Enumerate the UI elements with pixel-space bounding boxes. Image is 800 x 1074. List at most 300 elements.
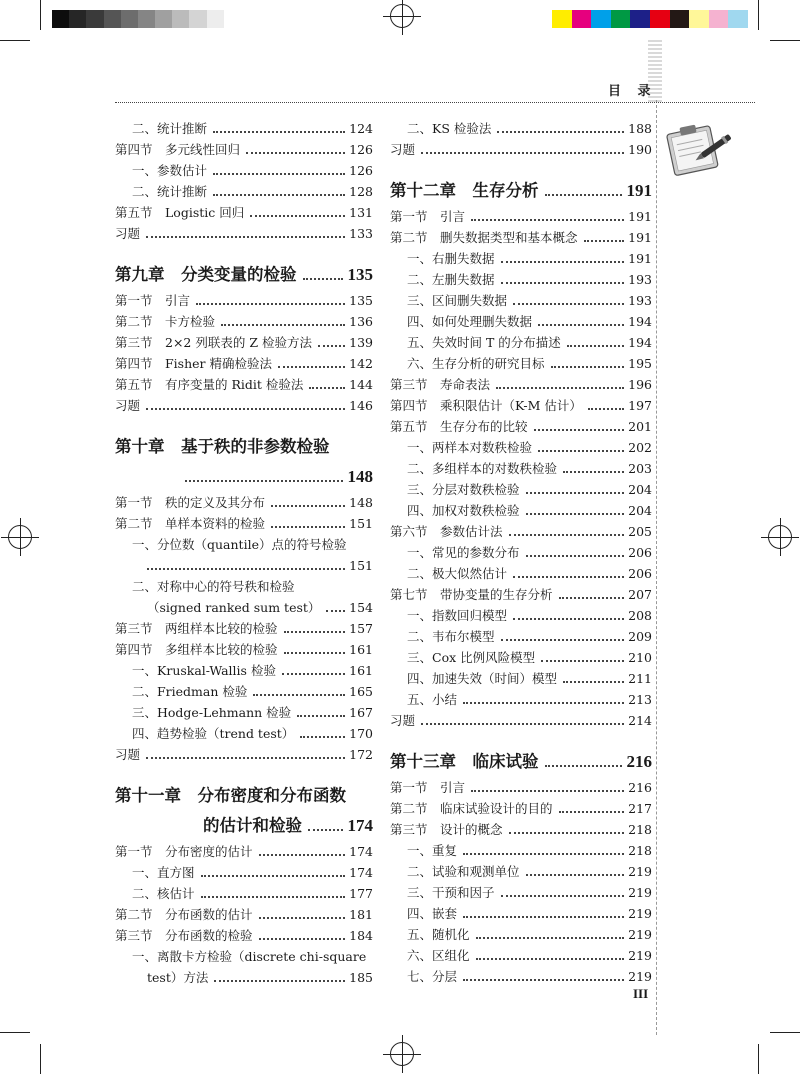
toc-entry-title: 习题 bbox=[115, 747, 141, 762]
toc-entry-page: 214 bbox=[628, 713, 652, 728]
toc-entry-title: 二、统计推断 bbox=[132, 184, 208, 199]
toc-entry-page: 135 bbox=[349, 293, 373, 308]
color-swatch bbox=[670, 10, 690, 28]
leader-dots bbox=[559, 811, 624, 813]
toc-entry-title: 一、参数估计 bbox=[132, 163, 208, 178]
clipboard-pen-icon bbox=[660, 118, 740, 178]
toc-entry-title: 二、核估计 bbox=[132, 886, 195, 901]
leader-dots bbox=[213, 173, 345, 175]
gray-swatch bbox=[121, 10, 138, 28]
leader-dots bbox=[541, 660, 624, 662]
toc-entry-title: 第二节 卡方检验 bbox=[115, 314, 216, 329]
toc-entry-page: 165 bbox=[349, 684, 373, 699]
leader-dots bbox=[213, 131, 345, 133]
toc-entry-page: 195 bbox=[628, 356, 652, 371]
leader-dots bbox=[271, 505, 345, 507]
toc-entry-page: 197 bbox=[628, 398, 652, 413]
gray-swatch bbox=[207, 10, 224, 28]
toc-entry bbox=[115, 160, 373, 181]
toc-entry bbox=[115, 681, 373, 702]
leader-dots bbox=[463, 916, 624, 918]
crop-mark bbox=[0, 1032, 30, 1033]
toc-entry bbox=[390, 584, 652, 605]
toc-entry bbox=[115, 374, 373, 395]
crop-mark bbox=[758, 1044, 759, 1074]
crop-mark bbox=[0, 40, 30, 41]
leader-dots bbox=[246, 152, 345, 154]
toc-entry-title: 第九章 分类变量的检验 bbox=[115, 265, 297, 284]
leader-dots bbox=[471, 219, 624, 221]
toc-right-column bbox=[390, 118, 652, 987]
toc-entry-page: 161 bbox=[349, 663, 373, 678]
running-head: 目 录 bbox=[608, 84, 657, 99]
toc-entry-page: 193 bbox=[628, 272, 652, 287]
toc-entry-page: 190 bbox=[628, 142, 652, 157]
toc-entry bbox=[390, 458, 652, 479]
leader-dots bbox=[201, 896, 345, 898]
toc-chapter-entry bbox=[115, 260, 373, 290]
toc-entry-page: 207 bbox=[628, 587, 652, 602]
toc-entry bbox=[390, 269, 652, 290]
leader-dots bbox=[146, 757, 345, 759]
toc-entry-title: 第四节 乘积限估计（K-M 估计） bbox=[390, 398, 582, 413]
toc-entry bbox=[390, 479, 652, 500]
leader-dots bbox=[463, 979, 624, 981]
toc-entry bbox=[390, 139, 652, 160]
registration-mark-top bbox=[390, 4, 414, 28]
toc-entry bbox=[115, 555, 373, 576]
leader-dots bbox=[318, 345, 345, 347]
toc-entry-page: 201 bbox=[628, 419, 652, 434]
color-calibration-bar bbox=[552, 10, 748, 28]
gray-swatch bbox=[172, 10, 189, 28]
leader-dots bbox=[463, 702, 624, 704]
toc-entry-page: 219 bbox=[628, 969, 652, 984]
toc-entry-title: 习题 bbox=[390, 713, 416, 728]
toc-entry-title: 第一节 分布密度的估计 bbox=[115, 844, 253, 859]
toc-entry bbox=[115, 744, 373, 765]
leader-dots bbox=[501, 261, 624, 263]
toc-entry-page: 136 bbox=[349, 314, 373, 329]
leader-dots bbox=[526, 555, 624, 557]
toc-entry-page: 216 bbox=[628, 780, 652, 795]
leader-dots bbox=[534, 429, 624, 431]
toc-entry-title: 第十章 基于秩的非参数检验 bbox=[115, 437, 330, 456]
leader-dots bbox=[303, 278, 343, 280]
toc-entry bbox=[390, 668, 652, 689]
toc-entry bbox=[390, 945, 652, 966]
header-rule bbox=[115, 102, 755, 103]
leader-dots bbox=[567, 345, 624, 347]
toc-entry-page: 213 bbox=[628, 692, 652, 707]
toc-entry-title: 四、加速失效（时间）模型 bbox=[407, 671, 558, 686]
gray-swatch bbox=[52, 10, 69, 28]
toc-chapter-entry bbox=[115, 811, 373, 841]
leader-dots bbox=[278, 366, 345, 368]
toc-entry-page: 219 bbox=[628, 927, 652, 942]
toc-entry-page: 157 bbox=[349, 621, 373, 636]
leader-dots bbox=[284, 652, 345, 654]
leader-dots bbox=[476, 937, 624, 939]
toc-entry bbox=[390, 521, 652, 542]
toc-entry bbox=[115, 223, 373, 244]
leader-dots bbox=[259, 854, 345, 856]
toc-entry bbox=[390, 605, 652, 626]
gray-swatch bbox=[69, 10, 86, 28]
toc-entry bbox=[390, 500, 652, 521]
toc-entry-title: 一、常见的参数分布 bbox=[407, 545, 520, 560]
leader-dots bbox=[463, 853, 624, 855]
leader-dots bbox=[538, 324, 624, 326]
leader-dots bbox=[146, 408, 345, 410]
toc-entry bbox=[390, 353, 652, 374]
toc-entry-title: 二、统计推断 bbox=[132, 121, 208, 136]
toc-entry-title: 习题 bbox=[115, 398, 141, 413]
crop-mark bbox=[770, 40, 800, 41]
toc-entry bbox=[390, 437, 652, 458]
gray-swatch bbox=[86, 10, 103, 28]
toc-entry-page: 191 bbox=[628, 230, 652, 245]
leader-dots bbox=[284, 631, 345, 633]
toc-entry-title: 五、随机化 bbox=[407, 927, 470, 942]
leader-dots bbox=[309, 387, 345, 389]
toc-entry-title: 三、区间删失数据 bbox=[407, 293, 508, 308]
toc-entry bbox=[115, 946, 373, 967]
toc-entry-title: 二、多组样本的对数秩检验 bbox=[407, 461, 558, 476]
toc-entry-page: 128 bbox=[349, 184, 373, 199]
leader-dots bbox=[545, 765, 622, 767]
toc-entry bbox=[115, 883, 373, 904]
toc-entry-page: 194 bbox=[628, 335, 652, 350]
toc-entry-page: 177 bbox=[349, 886, 373, 901]
toc-entry-page: 219 bbox=[628, 864, 652, 879]
leader-dots bbox=[545, 194, 622, 196]
leader-dots bbox=[185, 480, 343, 482]
toc-entry-title: 第三节 寿命表法 bbox=[390, 377, 491, 392]
toc-entry-page: 181 bbox=[349, 907, 373, 922]
leader-dots bbox=[563, 681, 624, 683]
leader-dots bbox=[501, 639, 624, 641]
color-swatch bbox=[650, 10, 670, 28]
toc-entry-title: 第一节 引言 bbox=[390, 780, 466, 795]
toc-entry-page: 148 bbox=[347, 467, 373, 486]
toc-entry-title: 一、右删失数据 bbox=[407, 251, 495, 266]
toc-entry bbox=[115, 492, 373, 513]
color-swatch bbox=[611, 10, 631, 28]
toc-entry-title: 一、重复 bbox=[407, 843, 458, 858]
toc-entry-page: 151 bbox=[349, 516, 373, 531]
toc-entry bbox=[115, 353, 373, 374]
toc-entry-page: 135 bbox=[347, 265, 373, 284]
toc-entry-title: 第二节 单样本资料的检验 bbox=[115, 516, 266, 531]
leader-dots bbox=[497, 131, 624, 133]
toc-entry-title: 习题 bbox=[390, 142, 416, 157]
toc-entry bbox=[390, 819, 652, 840]
leader-dots bbox=[213, 194, 345, 196]
leader-dots bbox=[526, 513, 624, 515]
leader-dots bbox=[282, 673, 345, 675]
toc-entry-title: 第十三章 临床试验 bbox=[390, 752, 539, 771]
toc-entry-title: 七、分层 bbox=[407, 969, 458, 984]
registration-mark-right bbox=[768, 525, 792, 549]
toc-entry-title: 二、对称中心的符号秩和检验 bbox=[132, 579, 295, 594]
registration-mark-bottom bbox=[390, 1042, 414, 1066]
leader-dots bbox=[588, 408, 624, 410]
color-swatch bbox=[728, 10, 748, 28]
toc-entry bbox=[115, 597, 373, 618]
toc-entry-page: 174 bbox=[347, 816, 373, 835]
leader-dots bbox=[513, 303, 624, 305]
toc-entry-title: 第十二章 生存分析 bbox=[390, 181, 539, 200]
leader-dots bbox=[221, 324, 345, 326]
leader-dots bbox=[421, 723, 624, 725]
toc-entry-page: 206 bbox=[628, 566, 652, 581]
toc-entry-page: 174 bbox=[349, 844, 373, 859]
toc-entry-page: 126 bbox=[349, 142, 373, 157]
toc-chapter-entry bbox=[115, 432, 373, 462]
toc-entry-title: 第五节 有序变量的 Ridit 检验法 bbox=[115, 377, 304, 392]
leader-dots bbox=[513, 618, 624, 620]
gray-swatch bbox=[138, 10, 155, 28]
crop-mark bbox=[40, 0, 41, 30]
toc-entry bbox=[390, 416, 652, 437]
toc-entry-title: 第十一章 分布密度和分布函数 bbox=[115, 786, 346, 805]
toc-entry bbox=[390, 118, 652, 139]
registration-mark-left bbox=[8, 525, 32, 549]
toc-entry bbox=[390, 647, 652, 668]
toc-entry-page: 202 bbox=[628, 440, 652, 455]
toc-entry bbox=[390, 840, 652, 861]
page-number: III bbox=[633, 986, 649, 1001]
toc-entry bbox=[115, 139, 373, 160]
gray-swatch bbox=[189, 10, 206, 28]
toc-entry-page: 167 bbox=[349, 705, 373, 720]
toc-entry bbox=[390, 311, 652, 332]
toc-entry-page: 161 bbox=[349, 642, 373, 657]
color-swatch bbox=[591, 10, 611, 28]
toc-entry-title: 六、生存分析的研究目标 bbox=[407, 356, 545, 371]
toc-entry-title: 第七节 带协变量的生存分析 bbox=[390, 587, 553, 602]
color-swatch bbox=[689, 10, 709, 28]
toc-entry-page: 191 bbox=[626, 181, 652, 200]
toc-entry-page: 172 bbox=[349, 747, 373, 762]
toc-entry bbox=[390, 332, 652, 353]
toc-entry-title: 一、两样本对数秩检验 bbox=[407, 440, 533, 455]
gray-swatch bbox=[104, 10, 121, 28]
leader-dots bbox=[476, 958, 624, 960]
toc-entry-title: 第一节 引言 bbox=[390, 209, 466, 224]
color-swatch bbox=[709, 10, 729, 28]
leader-dots bbox=[196, 303, 345, 305]
toc-entry-title: 五、失效时间 T 的分布描述 bbox=[407, 335, 561, 350]
toc-entry-page: 218 bbox=[628, 822, 652, 837]
toc-entry bbox=[115, 967, 373, 988]
toc-entry bbox=[390, 248, 652, 269]
toc-entry-title: 第四节 多元线性回归 bbox=[115, 142, 241, 157]
toc-entry-title: 二、试验和观测单位 bbox=[407, 864, 520, 879]
toc-entry-page: 126 bbox=[349, 163, 373, 178]
leader-dots bbox=[308, 829, 343, 831]
toc-entry-title: 一、Kruskal-Wallis 检验 bbox=[132, 663, 276, 678]
toc-entry-title: 四、嵌套 bbox=[407, 906, 458, 921]
toc-entry bbox=[115, 513, 373, 534]
toc-entry-page: 184 bbox=[349, 928, 373, 943]
crop-mark bbox=[758, 0, 759, 30]
toc-entry bbox=[115, 925, 373, 946]
leader-dots bbox=[513, 576, 624, 578]
toc-chapter-entry bbox=[115, 781, 373, 811]
toc-entry-title: 第二节 删失数据类型和基本概念 bbox=[390, 230, 578, 245]
toc-entry-page: 203 bbox=[628, 461, 652, 476]
toc-entry-title: 一、离散卡方检验（discrete chi-square bbox=[132, 949, 367, 964]
toc-entry-page: 188 bbox=[628, 121, 652, 136]
toc-entry-title: 第三节 2×2 列联表的 Z 检验方法 bbox=[115, 335, 312, 350]
leader-dots bbox=[259, 938, 345, 940]
toc-entry-page: 204 bbox=[628, 503, 652, 518]
toc-entry-page: 194 bbox=[628, 314, 652, 329]
toc-entry-page: 218 bbox=[628, 843, 652, 858]
leader-dots bbox=[471, 790, 624, 792]
toc-entry-title: 二、韦布尔模型 bbox=[407, 629, 495, 644]
toc-entry bbox=[115, 395, 373, 416]
toc-entry bbox=[390, 626, 652, 647]
gray-swatch bbox=[224, 10, 241, 28]
toc-entry bbox=[390, 710, 652, 731]
toc-entry-title: test）方法 bbox=[147, 970, 209, 985]
toc-entry-title: 四、趋势检验（trend test） bbox=[132, 726, 295, 741]
toc-entry bbox=[390, 290, 652, 311]
leader-dots bbox=[501, 895, 624, 897]
leader-dots bbox=[214, 980, 345, 982]
toc-entry-title: 第二节 分布函数的估计 bbox=[115, 907, 253, 922]
toc-entry bbox=[390, 689, 652, 710]
leader-dots bbox=[584, 240, 624, 242]
leader-dots bbox=[559, 597, 624, 599]
toc-entry-title: 二、左删失数据 bbox=[407, 272, 495, 287]
fold-line bbox=[656, 100, 657, 1035]
color-swatch bbox=[572, 10, 592, 28]
toc-entry-title: 习题 bbox=[115, 226, 141, 241]
toc-entry-page: 217 bbox=[628, 801, 652, 816]
toc-chapter-entry bbox=[390, 747, 652, 777]
toc-entry-title: （signed ranked sum test） bbox=[147, 600, 321, 615]
toc-entry bbox=[390, 966, 652, 987]
toc-entry-title: 三、Cox 比例风险模型 bbox=[407, 650, 536, 665]
toc-entry-title: 五、小结 bbox=[407, 692, 458, 707]
leader-dots bbox=[538, 450, 624, 452]
toc-entry-page: 144 bbox=[349, 377, 373, 392]
toc-entry-title: 第三节 两组样本比较的检验 bbox=[115, 621, 278, 636]
toc-entry-page: 133 bbox=[349, 226, 373, 241]
toc-entry-title: 三、干预和因子 bbox=[407, 885, 495, 900]
leader-dots bbox=[147, 568, 345, 570]
leader-dots bbox=[421, 152, 624, 154]
toc-entry bbox=[115, 862, 373, 883]
toc-entry-page: 219 bbox=[628, 906, 652, 921]
toc-entry bbox=[390, 903, 652, 924]
toc-entry bbox=[115, 534, 373, 555]
leader-dots bbox=[496, 387, 624, 389]
toc-entry bbox=[115, 576, 373, 597]
toc-entry-title: 一、指数回归模型 bbox=[407, 608, 508, 623]
toc-entry bbox=[115, 639, 373, 660]
toc-entry-page: 139 bbox=[349, 335, 373, 350]
leader-dots bbox=[300, 736, 345, 738]
leader-dots bbox=[259, 917, 345, 919]
toc-entry bbox=[390, 882, 652, 903]
color-swatch bbox=[630, 10, 650, 28]
toc-entry-page: 154 bbox=[349, 600, 373, 615]
toc-entry-title: 第二节 临床试验设计的目的 bbox=[390, 801, 553, 816]
toc-entry bbox=[115, 904, 373, 925]
leader-dots bbox=[297, 715, 345, 717]
toc-entry bbox=[390, 861, 652, 882]
toc-entry bbox=[390, 542, 652, 563]
toc-entry bbox=[115, 618, 373, 639]
toc-entry-title: 三、分层对数秩检验 bbox=[407, 482, 520, 497]
toc-entry-page: 205 bbox=[628, 524, 652, 539]
toc-entry-page: 204 bbox=[628, 482, 652, 497]
toc-entry-page: 210 bbox=[628, 650, 652, 665]
toc-chapter-entry bbox=[115, 462, 373, 492]
toc-entry-page: 193 bbox=[628, 293, 652, 308]
leader-dots bbox=[509, 832, 624, 834]
toc-entry-page: 216 bbox=[626, 752, 652, 771]
toc-entry-page: 142 bbox=[349, 356, 373, 371]
toc-entry bbox=[115, 723, 373, 744]
toc-entry-title: 第三节 设计的概念 bbox=[390, 822, 503, 837]
grayscale-calibration-bar bbox=[52, 10, 258, 28]
toc-entry-title: 第五节 Logistic 回归 bbox=[115, 205, 245, 220]
toc-entry-title: 六、区组化 bbox=[407, 948, 470, 963]
toc-entry bbox=[390, 227, 652, 248]
toc-entry-title: 二、KS 检验法 bbox=[407, 121, 492, 136]
toc-entry-page: 219 bbox=[628, 948, 652, 963]
toc-entry-title: 二、极大似然估计 bbox=[407, 566, 508, 581]
toc-entry bbox=[390, 924, 652, 945]
toc-entry-page: 146 bbox=[349, 398, 373, 413]
toc-entry-title: 第一节 秩的定义及其分布 bbox=[115, 495, 266, 510]
toc-entry bbox=[115, 311, 373, 332]
toc-entry-title: 第一节 引言 bbox=[115, 293, 191, 308]
toc-entry bbox=[390, 395, 652, 416]
toc-entry-title: 第六节 参数估计法 bbox=[390, 524, 503, 539]
toc-entry-page: 170 bbox=[349, 726, 373, 741]
toc-entry-page: 191 bbox=[628, 209, 652, 224]
toc-entry-title: 第五节 生存分布的比较 bbox=[390, 419, 528, 434]
toc-entry-page: 151 bbox=[349, 558, 373, 573]
toc-entry bbox=[115, 332, 373, 353]
toc-entry-title: 一、直方图 bbox=[132, 865, 195, 880]
toc-entry bbox=[390, 798, 652, 819]
toc-entry bbox=[115, 181, 373, 202]
toc-entry-title: 第四节 Fisher 精确检验法 bbox=[115, 356, 272, 371]
toc-entry bbox=[115, 702, 373, 723]
toc-entry-page: 206 bbox=[628, 545, 652, 560]
toc-entry bbox=[115, 660, 373, 681]
toc-entry-page: 124 bbox=[349, 121, 373, 136]
color-swatch bbox=[552, 10, 572, 28]
leader-dots bbox=[526, 874, 624, 876]
leader-dots bbox=[253, 694, 345, 696]
crop-mark bbox=[770, 1032, 800, 1033]
toc-entry-page: 185 bbox=[349, 970, 373, 985]
toc-entry bbox=[390, 777, 652, 798]
gray-swatch bbox=[155, 10, 172, 28]
leader-dots bbox=[271, 526, 345, 528]
toc-entry-title: 一、分位数（quantile）点的符号检验 bbox=[132, 537, 347, 552]
toc-entry-page: 209 bbox=[628, 629, 652, 644]
